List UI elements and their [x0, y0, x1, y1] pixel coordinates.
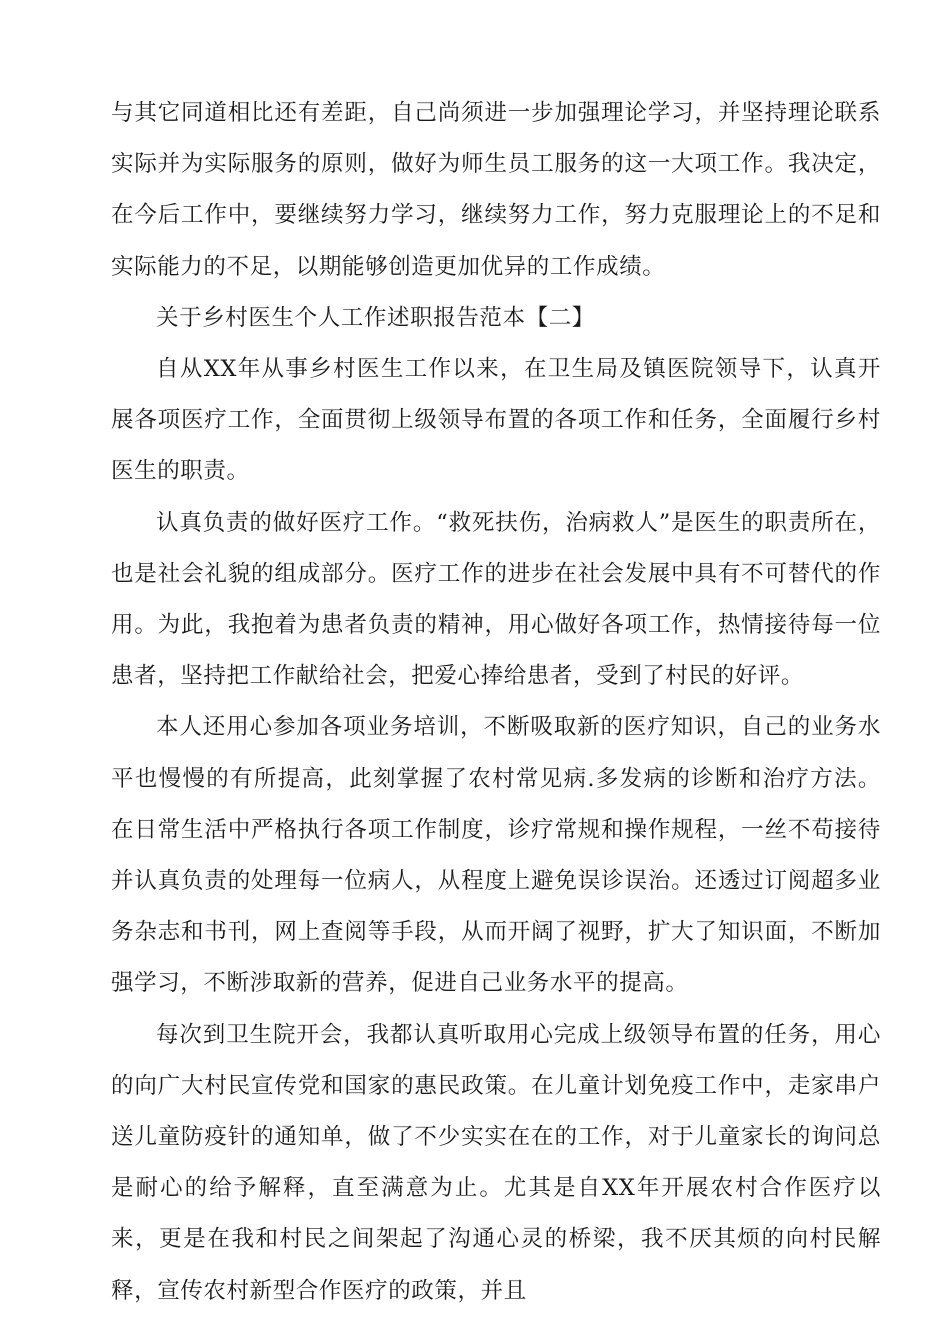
paragraph-medical-work: 认真负责的做好医疗工作。“救死扶伤，治病救人”是医生的职责所在，也是社会礼貌的组成部分。医疗工作的进步在社会发展中具有不可替代的作用。为此，我抱着为患者负责的精神，用心做好各项工作，热情接待每一位患者，坚持把工作献给社会，把爱心捧给患者，受到了村民的好评。	[111, 509, 881, 690]
paragraph-intro: 自从XX年从事乡村医生工作以来，在卫生局及镇医院领导下，认真开展各项医疗工作，全面贯彻上级领导布置的各项工作和任务，全面履行乡村医生的职责。	[111, 356, 881, 485]
paragraph-training: 本人还用心参加各项业务培训，不断吸取新的医疗知识，自己的业务水平也慢慢的有所提高，此刻掌握了农村常见病.多发病的诊断和治疗方法。在日常生活中严格执行各项工作制度，诊疗常规和操作规程，一丝不苟接待并认真负责的处理每一位病人，从程度上避免误诊误治。还透过订阅超多业务杂志和书刊，网上查阅等手段，从而开阔了视野，扩大了知识面，不断加强学习，不断涉取新的营养，促进自己业务水平的提高。	[111, 714, 881, 997]
paragraph-meetings: 每次到卫生院开会，我都认真听取用心完成上级领导布置的任务，用心的向广大村民宣传党和国家的惠民政策。在儿童计划免疫工作中，走家串户送儿童防疫针的通知单，做了不少实实在在的工作，对于儿童家长的询问总是耐心的给予解释，直至满意为止。尤其是自XX年开展农村合作医疗以来，更是在我和村民之间架起了沟通心灵的桥梁，我不厌其烦的向村民解释，宣传农村新型合作医疗的政策，并且	[111, 1021, 881, 1304]
section-heading: 关于乡村医生个人工作述职报告范本【二】	[156, 304, 595, 331]
document-body	[111, 88, 881, 1317]
paragraph-continuation: 与其它同道相比还有差距，自己尚须进一步加强理论学习，并坚持理论联系实际并为实际服务的原则，做好为师生员工服务的这一大项工作。我决定，在今后工作中，要继续努力学习，继续努力工作，努力克服理论上的不足和实际能力的不足，以期能够创造更加优异的工作成绩。	[111, 100, 881, 280]
